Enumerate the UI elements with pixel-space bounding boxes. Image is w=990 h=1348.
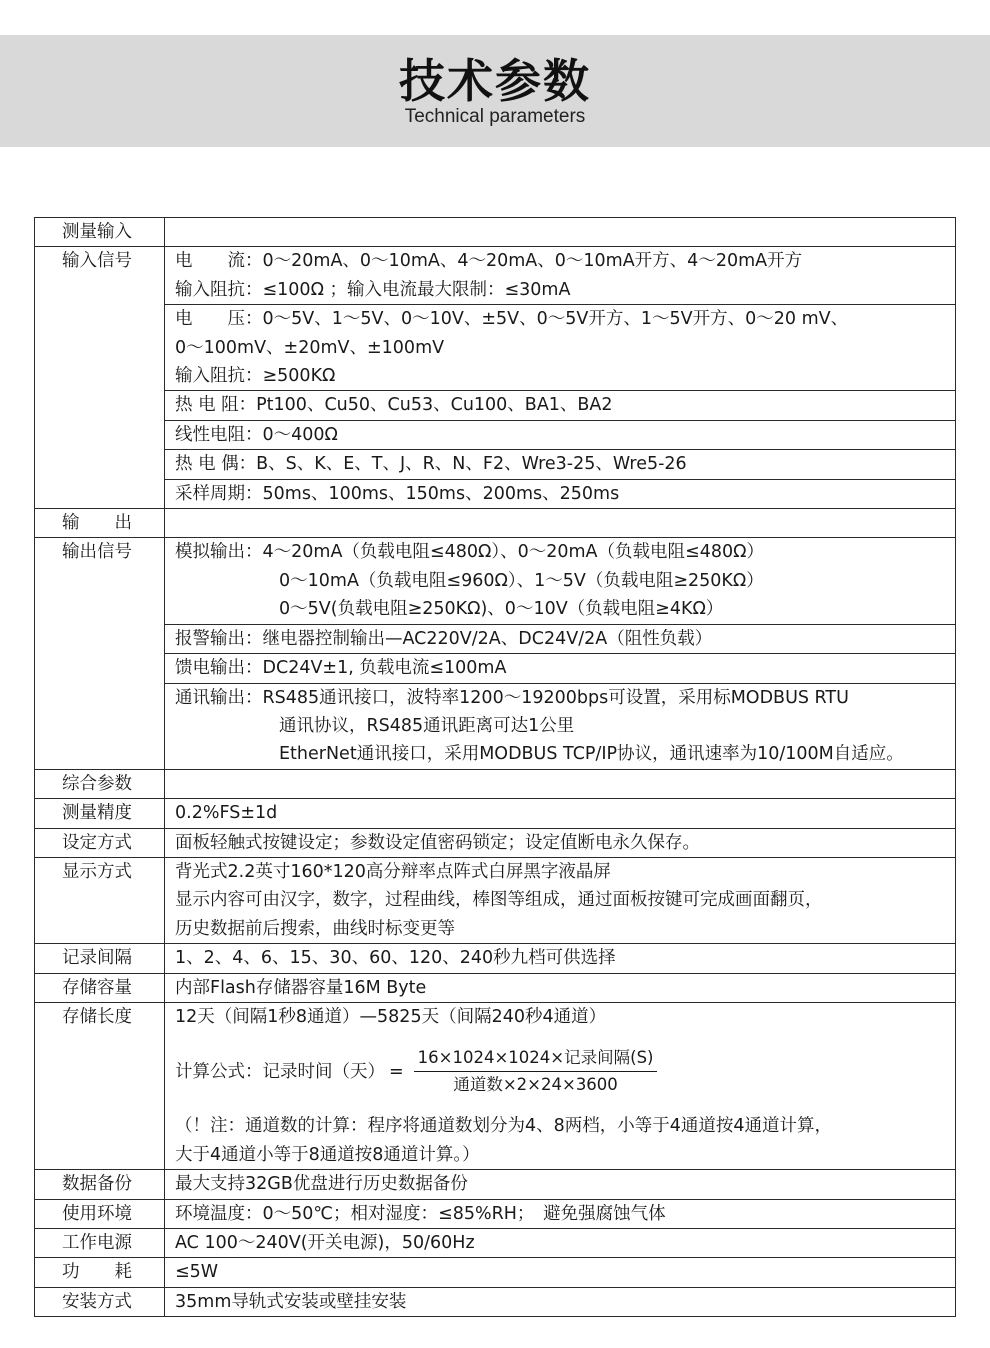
section-label-output: 输 出 bbox=[35, 509, 165, 538]
table-row-display bbox=[35, 857, 956, 943]
formula-label: 计算公式：记录时间（天） bbox=[175, 1061, 385, 1082]
spec-table bbox=[34, 217, 956, 1317]
table-row-setting bbox=[35, 828, 956, 857]
row-label-accuracy: 测量精度 bbox=[35, 799, 165, 828]
display-line-2: 显示内容可由汉字，数字，过程曲线，棒图等组成，通过面板按键可完成画面翻页， bbox=[175, 890, 823, 911]
row-value-setting: 面板轻触式按键设定；参数设定值密码锁定；设定值断电永久保存。 bbox=[165, 828, 956, 857]
storage-note-line-2: 大于4通道小等于8通道按8通道计算。） bbox=[175, 1144, 480, 1165]
row-label-record-interval: 记录间隔 bbox=[35, 944, 165, 973]
input-signal-subtable bbox=[165, 247, 955, 508]
formula-equals: = bbox=[389, 1061, 404, 1082]
output-signal-subtable bbox=[165, 538, 955, 768]
storage-formula bbox=[175, 1045, 953, 1098]
row-label-setting: 设定方式 bbox=[35, 828, 165, 857]
output-comm-line-3: EtherNet通讯接口，采用MODBUS TCP/IP协议，通讯速率为10/100M自适应。 bbox=[279, 744, 904, 765]
input-voltage-impedance: 输入阻抗：≥500KΩ bbox=[175, 366, 336, 387]
formula-fraction bbox=[414, 1045, 658, 1098]
row-label-storage-capacity: 存储容量 bbox=[35, 973, 165, 1002]
input-linear-resistance: 线性电阻：0～400Ω bbox=[165, 420, 955, 449]
row-value-power-supply: AC 100～240V(开关电源)，50/60Hz bbox=[165, 1229, 956, 1258]
table-row-storage-length bbox=[35, 1002, 956, 1169]
row-label-power-supply: 工作电源 bbox=[35, 1229, 165, 1258]
output-alarm: 报警输出：继电器控制输出—AC220V/2A、DC24V/2A（阻性负载） bbox=[165, 624, 955, 653]
row-label-installation: 安装方式 bbox=[35, 1287, 165, 1316]
section-row-output bbox=[35, 509, 956, 538]
formula-denominator: 通道数×2×24×3600 bbox=[453, 1075, 618, 1095]
input-sampling: 采样周期：50ms、100ms、150ms、200ms、250ms bbox=[175, 483, 620, 504]
section-label-general: 综合参数 bbox=[35, 769, 165, 798]
storage-length-range: 12天（间隔1秒8通道）—5825天（间隔240秒4通道） bbox=[175, 1006, 607, 1027]
row-value-power-consumption: ≤5W bbox=[165, 1258, 956, 1287]
section-label-measure-input: 测量输入 bbox=[35, 218, 165, 247]
row-value-storage-capacity: 内部Flash存储器容量16M Byte bbox=[165, 973, 956, 1002]
display-line-3: 历史数据前后搜索，曲线时标变更等 bbox=[175, 918, 455, 939]
row-label-storage-length: 存储长度 bbox=[35, 1002, 165, 1169]
input-rtd: 热 电 阻：Pt100、Cu50、Cu53、Cu100、BA1、BA2 bbox=[165, 391, 955, 420]
row-label-backup: 数据备份 bbox=[35, 1170, 165, 1199]
input-current-line: 电 流：0～20mA、0～10mA、4～20mA、0～10mA开方、4～20mA开方 bbox=[175, 251, 803, 272]
output-analog-line-3: 0～5V(负载电阻≥250KΩ)、0～10V（负载电阻≥4KΩ） bbox=[279, 599, 724, 620]
output-analog-line: 模拟输出：4～20mA（负载电阻≤480Ω）、0～20mA（负载电阻≤480Ω） bbox=[175, 542, 764, 563]
row-value-backup: 最大支持32GB优盘进行历史数据备份 bbox=[165, 1170, 956, 1199]
table-row-backup bbox=[35, 1170, 956, 1199]
table-row-installation bbox=[35, 1287, 956, 1316]
input-voltage-line: 电 压：0～5V、1～5V、0～10V、±5V、0～5V开方、1～5V开方、0～20 mV、 bbox=[175, 309, 849, 330]
storage-note-line: （！注：通道数的计算：程序将通道数划分为4、8两档，小等于4通道按4通道计算， bbox=[175, 1116, 833, 1137]
row-label-environment: 使用环境 bbox=[35, 1199, 165, 1228]
row-value-record-interval: 1、2、4、6、15、30、60、120、240秒九档可供选择 bbox=[165, 944, 956, 973]
table-row-storage-capacity bbox=[35, 973, 956, 1002]
table-row-output-signal bbox=[35, 538, 956, 769]
output-feed: 馈电输出：DC24V±1, 负载电流≤100mA bbox=[165, 654, 955, 683]
row-label-display: 显示方式 bbox=[35, 857, 165, 943]
row-label-power-consumption: 功 耗 bbox=[35, 1258, 165, 1287]
table-row-power-supply bbox=[35, 1229, 956, 1258]
input-voltage-line-2: 0～100mV、±20mV、±100mV bbox=[175, 337, 445, 358]
formula-numerator: 16×1024×1024×记录间隔(S) bbox=[414, 1045, 658, 1072]
table-row-environment bbox=[35, 1199, 956, 1228]
row-value-environment: 环境温度：0～50℃；相对湿度：≤85%RH； 避免强腐蚀气体 bbox=[165, 1199, 956, 1228]
table-row-accuracy bbox=[35, 799, 956, 828]
section-row-measure-input bbox=[35, 218, 956, 247]
row-value-accuracy: 0.2%FS±1d bbox=[165, 799, 956, 828]
input-thermocouple: 热 电 偶：B、S、K、E、T、J、R、N、F2、Wre3-25、Wre5-26 bbox=[165, 450, 955, 479]
display-line: 背光式2.2英寸160*120高分辩率点阵式白屏黑字液晶屏 bbox=[175, 861, 611, 882]
row-value-installation: 35mm导轨式安装或壁挂安装 bbox=[165, 1287, 956, 1316]
table-row-record-interval bbox=[35, 944, 956, 973]
page-subtitle: Technical parameters bbox=[404, 106, 586, 127]
table-row-power-consumption bbox=[35, 1258, 956, 1287]
input-current-impedance: 输入阻抗：≤100Ω ；输入电流最大限制：≤30mA bbox=[175, 279, 571, 300]
page-title: 技术参数 bbox=[399, 54, 591, 108]
row-label-output-signal: 输出信号 bbox=[35, 538, 165, 769]
table-row-input-signal bbox=[35, 247, 956, 509]
row-label-input-signal: 输入信号 bbox=[35, 247, 165, 509]
section-row-general bbox=[35, 769, 956, 798]
output-analog-line-2: 0～10mA（负载电阻≤960Ω）、1～5V（负载电阻≥250KΩ） bbox=[279, 570, 764, 591]
output-comm-line-2: 通讯协议，RS485通讯距离可达1公里 bbox=[279, 715, 575, 736]
output-comm-line: 通讯输出：RS485通讯接口，波特率1200～19200bps可设置，采用标MODBUS RTU bbox=[175, 687, 849, 708]
